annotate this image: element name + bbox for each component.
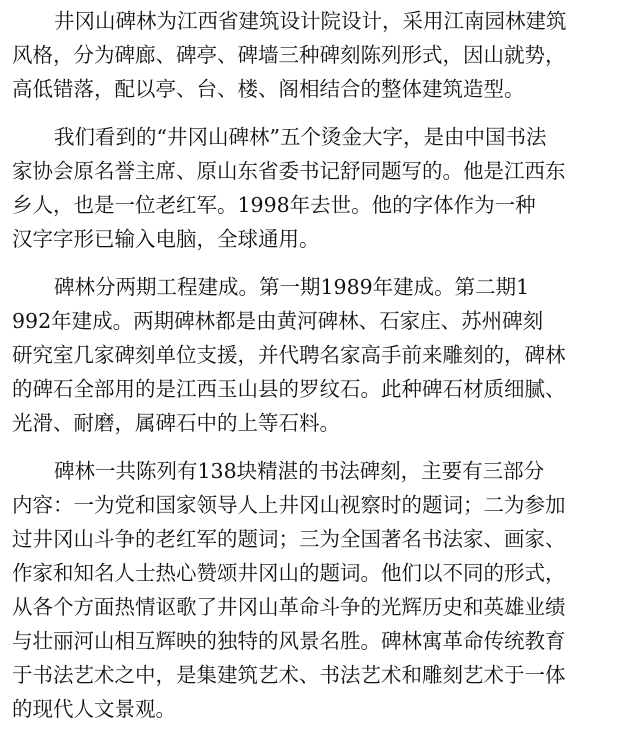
paragraph-1 [12,4,636,106]
text-line: 高低错落，配以亭、台、楼、阁相结合的整体建筑造型。 [12,77,525,101]
text-line: 于书法艺术之中，是集建筑艺术、书法艺术和雕刻艺术于一体 [12,663,566,687]
text-line: 992年建成。两期碑林都是由黄河碑林、石家庄、苏州碑刻 [12,309,544,333]
text-line: 的碑石全部用的是江西玉山县的罗纹石。此种碑石材质细腻、 [12,377,566,401]
text-line: 内容：一为党和国家领导人上井冈山视察时的题词；二为参加 [12,493,566,517]
text-line: 研究室几家碑刻单位支援，并代聘名家高手前来雕刻的，碑林 [12,343,566,367]
text-line: 碑林分两期工程建成。第一期1989年建成。第二期1 [54,275,530,299]
text-line: 过井冈山斗争的老红军的题词；三为全国著名书法家、画家、 [12,527,566,551]
paragraph-4 [12,454,636,726]
text-line: 从各个方面热情讴歌了井冈山革命斗争的光辉历史和英雄业绩 [12,595,566,619]
text-line: 作家和知名人士热心赞颂井冈山的题词。他们以不同的形式， [12,561,566,585]
text-line: 汉字字形已输入电脑，全球通用。 [12,227,320,251]
text-line: 光滑、耐磨，属碑石中的上等石料。 [12,411,340,435]
text-line: 风格，分为碑廊、碑亭、碑墙三种碑刻陈列形式，因山就势， [12,43,566,67]
text-line: 的现代人文景观。 [12,697,176,721]
text-line: 乡人，也是一位老红军。1998年去世。他的字体作为一种 [12,193,536,217]
text-line: 井冈山碑林为江西省建筑设计院设计，采用江南园林建筑 [54,9,567,33]
paragraph-3 [12,270,636,440]
text-line: 碑林一共陈列有138块精湛的书法碑刻，主要有三部分 [54,459,545,483]
text-line: 与壮丽河山相互辉映的独特的风景名胜。碑林寓革命传统教育 [12,629,566,653]
text-line: 家协会原名誉主席、原山东省委书记舒同题写的。他是江西东 [12,159,566,183]
paragraph-2 [12,120,636,256]
text-line: 我们看到的“井冈山碑林”五个烫金大字，是由中国书法 [54,125,547,149]
